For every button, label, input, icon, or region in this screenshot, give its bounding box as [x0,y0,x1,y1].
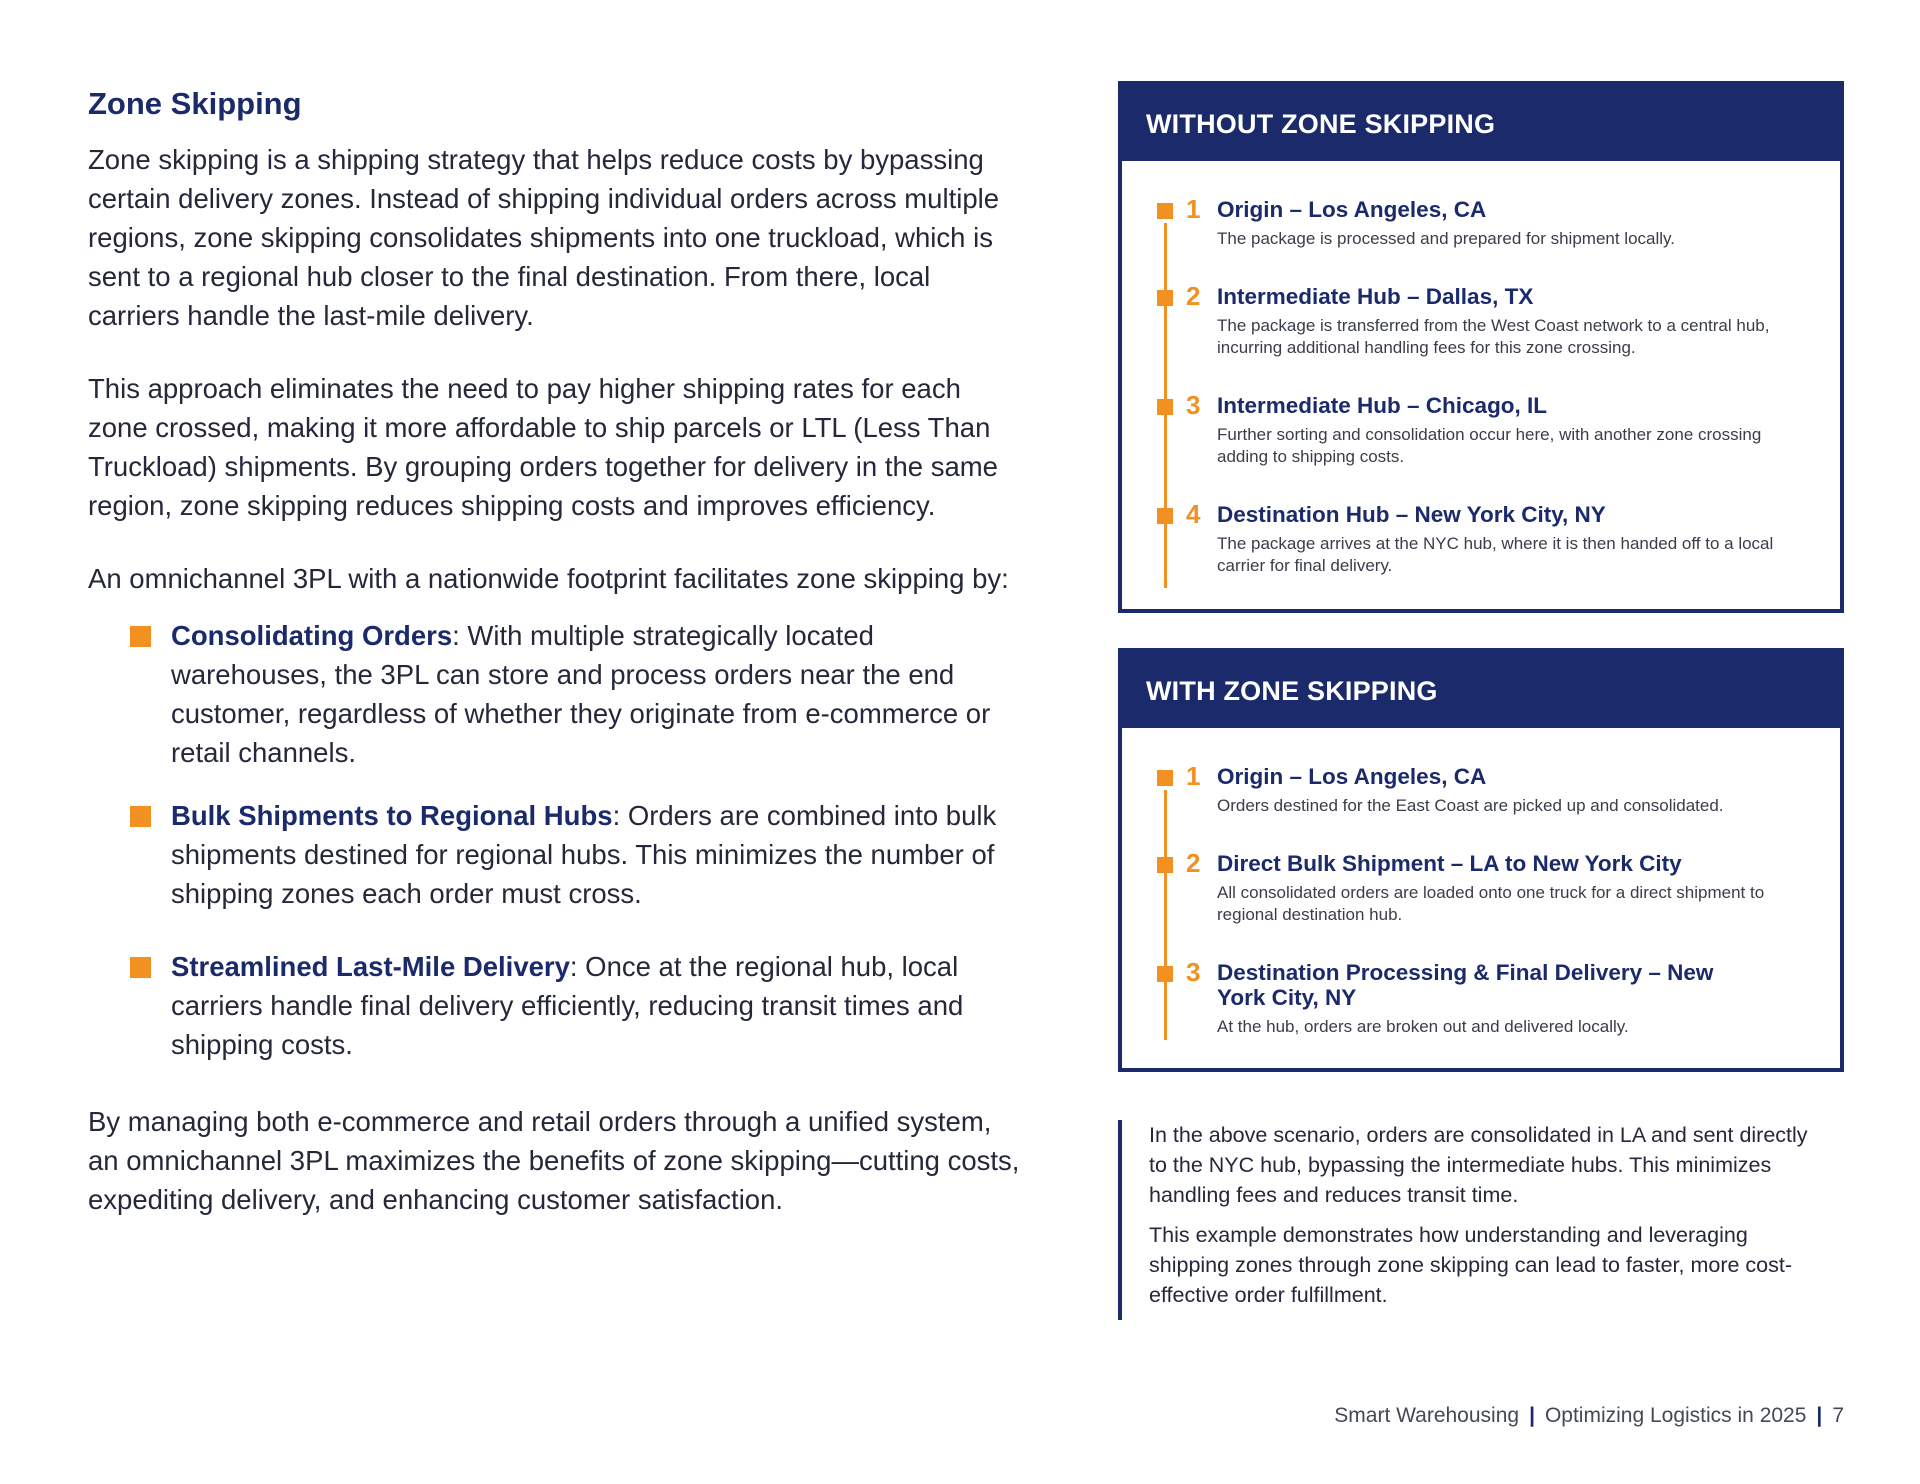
note-paragraph: This example demonstrates how understanding and leveraging shipping zones through zone skipping can lead to faster, more cost-effective order fulfillment. [1149,1223,1792,1307]
step-marker-icon [1157,508,1173,524]
bullet-title: Consolidating Orders [171,620,453,651]
square-bullet-icon [130,626,151,647]
step-marker-icon [1157,770,1173,786]
timeline-step [1157,761,1810,817]
bullet-text: : With multiple strategically located warehouses, the 3PL can store and process orders near the end customer, regardless of whether they originate from e-commerce or retail channels. [171,620,991,768]
bullet-text: : Once at the regional hub, local carriers handle final delivery efficiently, reducing transit times and shipping costs. [171,951,964,1060]
intro-paragraph: Zone skipping is a shipping strategy that helps reduce costs by bypassing certain delivery zones. Instead of shipping individual orders across multiple regions, zone skipping consolidates shipments into one truckload, which is sent to a regional hub closer to the final destination. From there, local carriers handle the last-mile delivery. [88,144,1000,331]
step-number: 1 [1186,194,1201,224]
step-title: Intermediate Hub – Dallas, TX [1217,284,1534,309]
step-title: Intermediate Hub – Chicago, IL [1217,393,1548,418]
timeline-step [1157,499,1810,577]
timeline-step [1157,194,1810,250]
step-description: Further sorting and consolidation occur here, with another zone crossing adding to shipping costs. [1217,425,1762,466]
timeline-step [1157,390,1810,468]
step-title: Destination Hub – New York City, NY [1217,502,1606,527]
with-box-header: WITH ZONE SKIPPING [1122,652,1840,728]
without-zone-skipping-box [1118,81,1844,613]
with-steps [1122,728,1840,1066]
footer-title: Optimizing Logistics in 2025 [1544,1404,1807,1427]
footer-separator: | [1816,1404,1823,1427]
page-number: 7 [1832,1404,1844,1427]
square-bullet-icon [130,957,151,978]
bullet-item [88,616,1028,772]
step-title: Origin – Los Angeles, CA [1217,197,1487,222]
square-bullet-icon [130,806,151,827]
bullet-text: : Orders are combined into bulk shipments destined for regional hubs. This minimizes the number of shipping zones each order must cross. [171,800,997,909]
step-marker-icon [1157,966,1173,982]
page-footer [1334,1404,1844,1428]
step-number: 2 [1186,281,1201,311]
step-title: Destination Processing & Final Delivery – New York City, NY [1217,960,1714,1010]
step-description: All consolidated orders are loaded onto one truck for a direct shipment to regional destination hub. [1217,883,1765,924]
bullet-item [88,947,1028,1064]
step-description: The package is processed and prepared for shipment locally. [1217,229,1675,248]
step-marker-icon [1157,399,1173,415]
section-heading: Zone Skipping [88,86,302,121]
step-number: 3 [1186,957,1201,987]
step-marker-icon [1157,290,1173,306]
bullet-item [88,796,1028,913]
timeline-step [1157,848,1810,926]
step-number: 1 [1186,761,1201,791]
timeline-step [1157,281,1810,359]
step-description: Orders destined for the East Coast are picked up and consolidated. [1217,796,1724,815]
step-number: 3 [1186,390,1201,420]
note-paragraph: In the above scenario, orders are consolidated in LA and sent directly to the NYC hub, bypassing the intermediate hubs. This minimizes handling fees and reduces transit time. [1149,1123,1808,1207]
footer-separator: | [1529,1404,1535,1427]
without-steps [1122,161,1840,605]
facilitates-paragraph: An omnichannel 3PL with a nationwide footprint facilitates zone skipping by: [88,563,1009,594]
step-description: The package arrives at the NYC hub, where it is then handed off to a local carrier for final delivery. [1217,534,1774,575]
with-zone-skipping-box [1118,648,1844,1072]
step-title: Origin – Los Angeles, CA [1217,764,1487,789]
step-number: 4 [1186,499,1201,529]
footer-brand: Smart Warehousing [1334,1404,1520,1427]
main-content [88,86,1028,1253]
timeline-step [1157,957,1810,1038]
bullet-title: Streamlined Last-Mile Delivery [171,951,570,982]
conclusion-paragraph: By managing both e-commerce and retail orders through a unified system, an omnichannel 3PL maximizes the benefits of zone skipping—cutting costs, expediting delivery, and enhancing customer satisfaction. [88,1106,1020,1215]
bullet-list [88,616,1028,1064]
step-number: 2 [1186,848,1201,878]
step-title: Direct Bulk Shipment – LA to New York City [1217,851,1682,876]
step-marker-icon [1157,203,1173,219]
bullet-title: Bulk Shipments to Regional Hubs [171,800,613,831]
approach-paragraph: This approach eliminates the need to pay higher shipping rates for each zone crossed, making it more affordable to ship parcels or LTL (Less Than Truckload) shipments. By grouping orders together for delivery in the same region, zone skipping reduces shipping costs and improves efficiency. [88,373,998,521]
scenario-note [1118,1120,1818,1320]
step-description: The package is transferred from the West Coast network to a central hub, incurring additional handling fees for this zone crossing. [1217,316,1770,357]
step-marker-icon [1157,857,1173,873]
step-description: At the hub, orders are broken out and delivered locally. [1217,1017,1629,1036]
without-box-header: WITHOUT ZONE SKIPPING [1122,85,1840,161]
